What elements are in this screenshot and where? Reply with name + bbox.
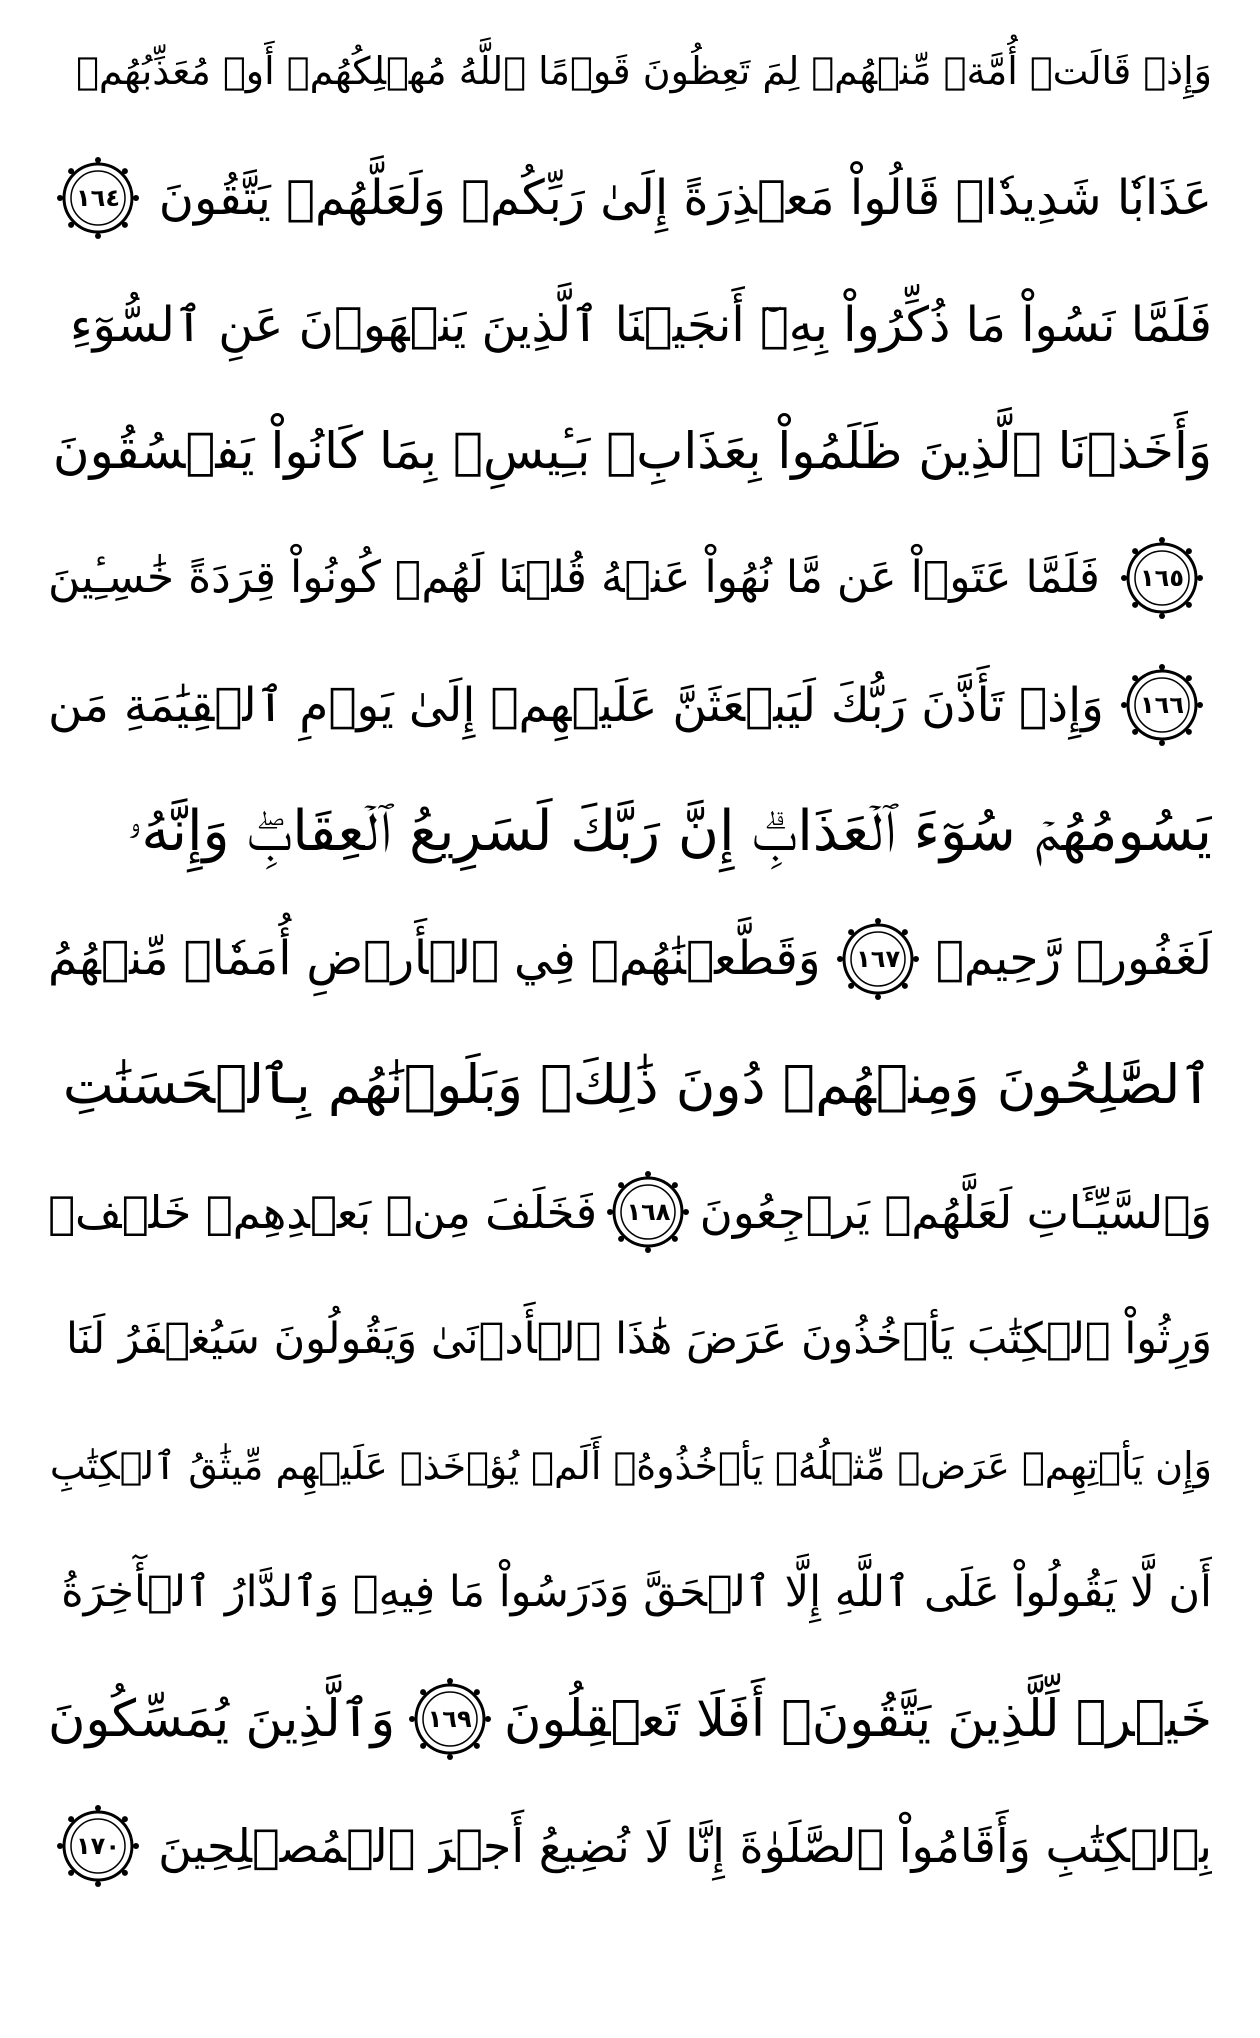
verse-line xyxy=(48,642,1212,768)
ayah-number-marker xyxy=(56,1804,140,1888)
verse-text: وَإِذۡ تَأَذَّنَ رَبُّكَ لَيَبۡعَثَنَّ عَلَيۡهِمۡ إِلَىٰ يَوۡمِ ٱلۡقِيَٰمَةِ مَن xyxy=(48,677,1104,733)
ayah-number-marker xyxy=(408,1677,492,1761)
ayah-number: ١٦٤ xyxy=(76,183,120,212)
verse-line xyxy=(48,388,1212,514)
verse-text: يَسُومُهُمۡ سُوٓءَ ٱلۡعَذَابِۗ إِنَّ رَبَّكَ لَسَرِيعُ ٱلۡعِقَابِۖ وَإِنَّهُۥ xyxy=(127,798,1212,864)
ayah-number-marker xyxy=(1120,536,1204,620)
verse-line xyxy=(48,1022,1212,1148)
verse-text: عَذَابٗا شَدِيدٗاۖ قَالُواْ مَعۡذِرَةً إِلَىٰ رَبِّكُمۡ وَلَعَلَّهُمۡ يَتَّقُونَ xyxy=(158,169,1212,226)
verse-text: وَإِذۡ قَالَتۡ أُمَّةٞ مِّنۡهُمۡ لِمَ تَعِظُونَ قَوۡمًا ٱللَّهُ مُهۡلِكُهُمۡ أَوۡ مُعَذِّبُهُمۡ xyxy=(76,49,1212,93)
verse-line xyxy=(48,1530,1212,1656)
ayah-number: ١٦٨ xyxy=(626,1198,671,1227)
ayah-number-marker xyxy=(56,156,140,240)
verse-text: وَٱلَّذِينَ يُمَسِّكُونَ xyxy=(48,1689,396,1749)
ayah-number: ١٦٩ xyxy=(427,1705,472,1734)
verse-line xyxy=(48,896,1212,1022)
verse-text: فَلَمَّا عَتَوۡاْ عَن مَّا نُهُواْ عَنۡهُ قُلۡنَا لَهُمۡ كُونُواْ قِرَدَةً خَٰسِـِٔينَ xyxy=(48,552,1100,604)
verse-line xyxy=(48,135,1212,261)
verse-text: أَن لَّا يَقُولُواْ عَلَى ٱللَّهِ إِلَّا ٱلۡحَقَّ وَدَرَسُواْ مَا فِيهِۗ وَٱلدَّارُ ٱلۡأٓخِرَةُ xyxy=(61,1567,1212,1618)
ayah-number: ١٦٦ xyxy=(1140,691,1184,719)
verse-line xyxy=(48,1403,1212,1529)
verse-text: خَيۡرٞ لِّلَّذِينَ يَتَّقُونَۚ أَفَلَا تَعۡقِلُونَ xyxy=(504,1689,1212,1749)
verse-text: وَقَطَّعۡنَٰهُمۡ فِي ٱلۡأَرۡضِ أُمَمٗاۖ مِّنۡهُمُ xyxy=(48,931,821,987)
ayah-number: ١٦٧ xyxy=(856,944,901,973)
verse-text: ٱلصَّٰلِحُونَ وَمِنۡهُمۡ دُونَ ذَٰلِكَۖ وَبَلَوۡنَٰهُم بِٱلۡحَسَنَٰتِ xyxy=(62,1053,1212,1117)
ayah-number: ١٧٠ xyxy=(76,1832,120,1861)
verse-line xyxy=(48,769,1212,895)
verse-text: فَلَمَّا نَسُواْ مَا ذُكِّرُواْ بِهِۦٓ أَنجَيۡنَا ٱلَّذِينَ يَنۡهَوۡنَ عَنِ ٱلسُّوٓءِ xyxy=(70,296,1212,353)
verse-line xyxy=(48,262,1212,388)
ayah-number-marker xyxy=(606,1170,690,1254)
verse-text: وَرِثُواْ ٱلۡكِتَٰبَ يَأۡخُذُونَ عَرَضَ هَٰذَا ٱلۡأَدۡنَىٰ وَيَقُولُونَ سَيُغۡفَرُ لَنَا xyxy=(66,1313,1212,1364)
verse-line xyxy=(48,515,1212,641)
verse-line xyxy=(48,1783,1212,1909)
verse-line xyxy=(48,1149,1212,1275)
ayah-number-marker xyxy=(836,917,920,1001)
verse-line xyxy=(48,1276,1212,1402)
verse-text: فَخَلَفَ مِنۢ بَعۡدِهِمۡ خَلۡفٞ xyxy=(48,1185,598,1239)
ayah-number: ١٦٥ xyxy=(1140,564,1184,593)
verse-text: وَأَخَذۡنَا ٱلَّذِينَ ظَلَمُواْ بِعَذَابِۭ بَـِٔيسِۭ بِمَا كَانُواْ يَفۡسُقُونَ xyxy=(52,422,1212,481)
ayah-number-marker xyxy=(1120,663,1204,747)
verse-line xyxy=(48,1656,1212,1782)
verse-line xyxy=(48,8,1212,134)
verse-text: وَٱلسَّيِّـَٔاتِ لَعَلَّهُمۡ يَرۡجِعُونَ xyxy=(699,1185,1212,1239)
verse-text: بِٱلۡكِتَٰبِ وَأَقَامُواْ ٱلصَّلَوٰةَ إِنَّا لَا نُضِيعُ أَجۡرَ ٱلۡمُصۡلِحِينَ xyxy=(158,1819,1212,1874)
verse-text: لَغَفُورٞ رَّحِيمٞ xyxy=(935,931,1212,987)
verse-text: وَإِن يَأۡتِهِمۡ عَرَضٞ مِّثۡلُهُۥ يَأۡخُذُوهُۚ أَلَمۡ يُؤۡخَذۡ عَلَيۡهِم مِّيثَٰقُ ٱلۡكِتَٰبِ xyxy=(49,1443,1212,1488)
